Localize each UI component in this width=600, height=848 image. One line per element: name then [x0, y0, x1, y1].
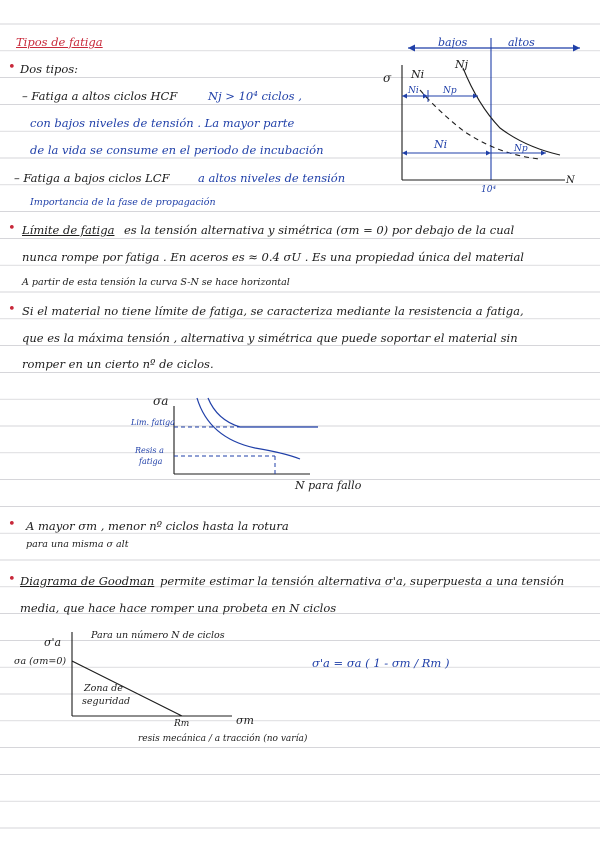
sigma-a-axis-label: σa [153, 394, 169, 408]
sigma-a0-label: σa (σm=0) [14, 656, 67, 667]
x-axis-label: N para fallo [295, 479, 362, 492]
x-axis-label: N [566, 175, 575, 186]
bullet-icon: • [8, 221, 16, 236]
sigma-axis-label: σ [383, 71, 392, 85]
np-low-label: Np [514, 144, 528, 154]
sigma-m-label: σm [236, 714, 254, 727]
bullet-icon: • [8, 60, 16, 75]
res-fatiga-label-2: fatiga [139, 457, 163, 466]
page-title: Tipos de fatiga [16, 35, 103, 49]
zona-label-2: seguridad [82, 696, 131, 707]
lcf-line2: Importancia de la fase de propagación [30, 197, 216, 208]
rm-label: Rm [174, 719, 190, 729]
limite-line1: es la tensión alternativa y simétrica (σm = 0) por debajo de la cual [124, 223, 515, 237]
sn-curve-with-limit [208, 398, 318, 427]
sn-initiation-propagation-figure [380, 35, 590, 195]
np-small-label: Np [443, 86, 457, 96]
ni-low-label: Ni [434, 138, 448, 151]
intro-text: Dos tipos: [20, 62, 79, 76]
goodman-line2: media, que hace hace romper una probeta en N ciclos [20, 601, 337, 615]
rm-caption: resis mecánica / a tracción (no varía) [138, 734, 308, 744]
res-fatiga-label-1: Resis a [135, 446, 164, 455]
lcf-line1b: a altos niveles de tensión [198, 171, 346, 185]
bullet-icon: • [8, 572, 16, 587]
bullet-icon: • [8, 302, 16, 317]
resistencia-line2: que es la máxima tensión , alternativa y simétrica que puede soportar el material sin [22, 331, 518, 345]
sigma-a-prime-label: σ'a [44, 636, 62, 649]
altos-label: altos [508, 36, 535, 49]
mayor-line2: para una misma σ alt [26, 539, 129, 550]
regime-arrow-bar [408, 38, 580, 180]
hcf-line2: con bajos niveles de tensión . La mayor parte [30, 116, 295, 130]
limite-line2: nunca rompe por fatiga . En aceros es ≈ 0.4 σU . Es una propiedad única del material [22, 250, 524, 264]
resistencia-line1: Si el material no tiene límite de fatiga, se caracteriza mediante la resistencia a fatiga, [22, 304, 524, 318]
fatigue-limit-figure [125, 390, 375, 495]
x-tick-1e4: 10⁴ [481, 185, 497, 195]
total-life-curve [463, 68, 560, 155]
goodman-term: Diagrama de Goodman [20, 574, 155, 588]
nj-curve-label: Nj [455, 58, 469, 71]
ni-small-label: Ni [408, 86, 419, 96]
mayor-line1: A mayor σm , menor nº ciclos hasta la rotura [26, 519, 289, 533]
ni-curve-label: Ni [411, 68, 425, 81]
hcf-line3: de la vida se consume en el periodo de incubación [30, 143, 324, 157]
zona-label-1: Zona de [84, 683, 123, 694]
lim-fatiga-label: Lim. fatiga [131, 418, 175, 427]
hcf-line1: – Fatiga a altos ciclos HCF [22, 89, 178, 103]
hcf-condition: Nj > 10⁴ ciclos , [208, 89, 302, 103]
lcf-line1: – Fatiga a bajos ciclos LCF [14, 171, 170, 185]
goodman-diagram-figure [14, 624, 344, 748]
goodman-formula: σ'a = σa ( 1 - σm / Rm ) [312, 656, 450, 670]
goodman-line1: permite estimar la tensión alternativa σ'a, superpuesta a una tensión [160, 574, 565, 588]
cycles-note: Para un número N de ciclos [91, 630, 225, 641]
limite-line3: A partir de esta tensión la curva S-N se hace horizontal [22, 277, 290, 288]
bullet-icon: • [8, 517, 16, 532]
limite-term: Límite de fatiga [22, 223, 115, 237]
bajos-label: bajos [438, 36, 468, 49]
resistencia-line3: romper en un cierto nº de ciclos. [22, 357, 214, 371]
